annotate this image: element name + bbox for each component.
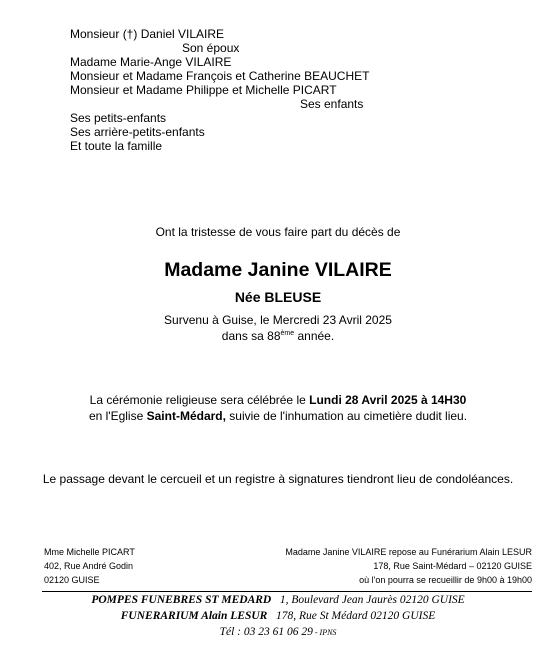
funerarium-line-1: Madame Janine VILAIRE repose au Funérarium Alain LESUR bbox=[285, 547, 532, 557]
church-name: Saint-Médard, bbox=[146, 409, 226, 423]
family-line-child-3: Monsieur et Madame Philippe et Michelle PICART bbox=[70, 83, 337, 97]
funerarium-address: 178, Rue St Médard 02120 GUISE bbox=[275, 610, 436, 622]
church-prefix: en l'Eglise bbox=[88, 409, 147, 423]
funerarium-name: FUNERARIUM Alain LESUR bbox=[120, 610, 268, 622]
pompes-funebres-name: POMPES FUNEBRES ST MEDARD bbox=[91, 594, 272, 606]
contact-street: 402, Rue André Godin bbox=[44, 561, 134, 571]
footer-funerarium bbox=[0, 609, 556, 623]
family-line-great-grandchildren: Ses arrière-petits-enfants bbox=[70, 125, 205, 139]
ipns-mark: - IPNS bbox=[312, 628, 337, 637]
ceremony-date: Lundi 28 Avril 2025 à 14H30 bbox=[309, 393, 467, 407]
funerarium-line-2: 178, Rue Saint-Médard – 02120 GUISE bbox=[373, 561, 532, 571]
age-superscript: ème bbox=[280, 330, 295, 337]
pompes-funebres-address: 1, Boulevard Jean Jaurès 02120 GUISE bbox=[279, 594, 465, 606]
deceased-name-first: Madame Janine bbox=[164, 259, 315, 281]
family-line-child-1: Madame Marie-Ange VILAIRE bbox=[70, 55, 232, 69]
age-line bbox=[0, 329, 556, 344]
contact-name: Mme Michelle PICART bbox=[44, 547, 135, 557]
age-suffix: année. bbox=[294, 329, 335, 343]
maiden-name: Née BLEUSE bbox=[234, 289, 322, 305]
ceremony-line-2 bbox=[0, 409, 556, 424]
family-role-husband: Son époux bbox=[182, 41, 240, 55]
family-role-children: Ses enfants bbox=[300, 97, 364, 111]
announcement-text: Ont la tristesse de vous faire part du décès de bbox=[155, 225, 401, 239]
age-prefix: dans sa 88 bbox=[221, 329, 281, 343]
family-line-all-family: Et toute la famille bbox=[70, 139, 163, 153]
footer-phone bbox=[0, 625, 556, 640]
phone-number: Tél : 03 23 61 06 29 bbox=[219, 626, 313, 638]
family-line-grandchildren: Ses petits-enfants bbox=[70, 111, 167, 125]
footer-divider bbox=[42, 591, 532, 592]
ceremony-text: La cérémonie religieuse sera célébrée le bbox=[89, 393, 310, 407]
burial-text: suivie de l'inhumation au cimetière dudit lieu. bbox=[225, 409, 468, 423]
funerarium-line-3: où l'on pourra se recueillir de 9h00 à 19h00 bbox=[359, 575, 532, 585]
contact-city: 02120 GUISE bbox=[44, 575, 100, 585]
death-date-line: Survenu à Guise, le Mercredi 23 Avril 2025 bbox=[164, 313, 392, 327]
family-line-husband: Monsieur (†) Daniel VILAIRE bbox=[70, 27, 225, 41]
deceased-name bbox=[0, 258, 556, 282]
family-line-child-2: Monsieur et Madame François et Catherine BEAUCHET bbox=[70, 69, 370, 83]
footer-pompes-funebres bbox=[0, 593, 556, 607]
deceased-surname: VILAIRE bbox=[314, 259, 392, 281]
ceremony-line-1 bbox=[0, 393, 556, 408]
condolences-text: Le passage devant le cercueil et un registre à signatures tiendront lieu de condoléances. bbox=[42, 472, 514, 486]
